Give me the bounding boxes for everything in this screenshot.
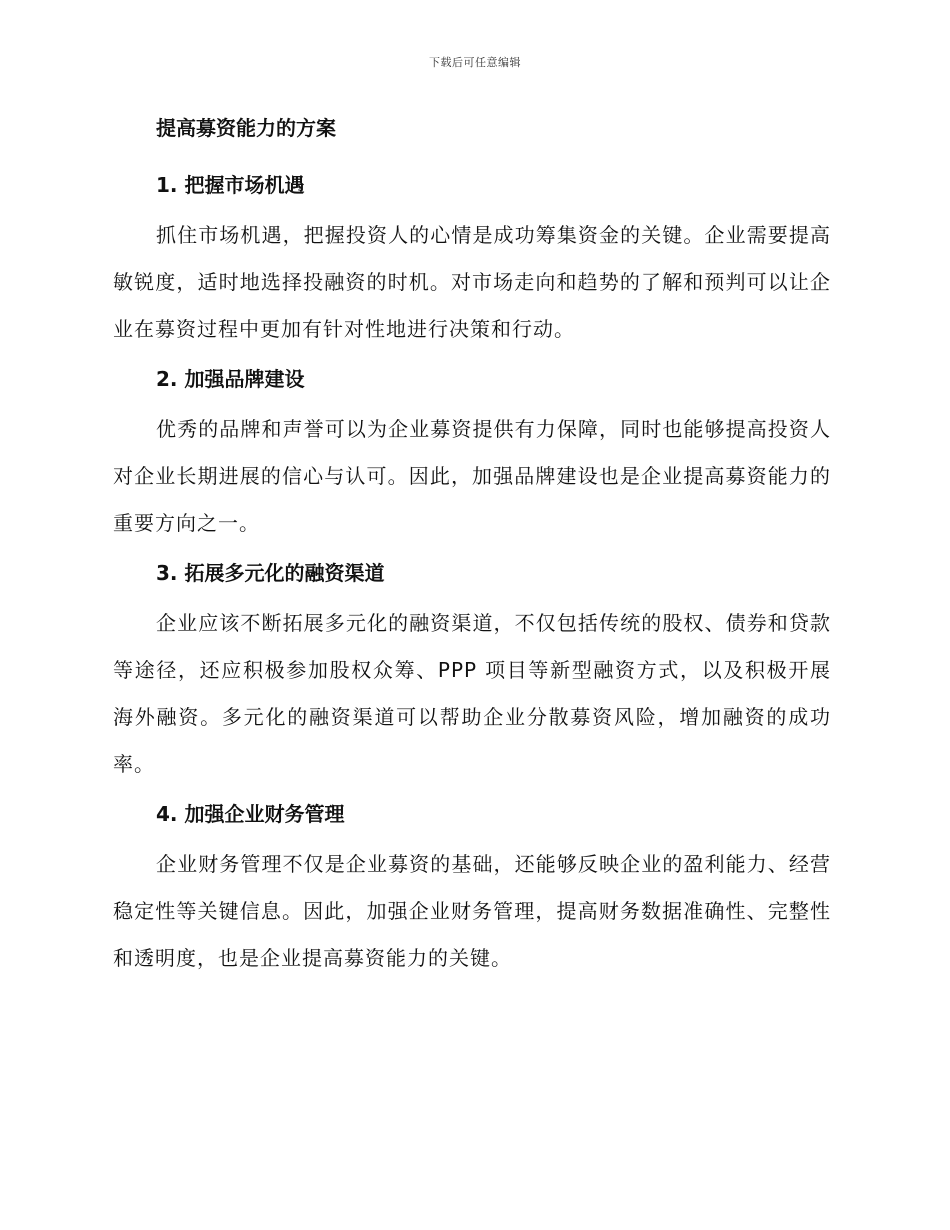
section-body: 抓住市场机遇，把握投资人的心情是成功筹集资金的关键。企业需要提高敏锐度，适时地选择投融资的时机。对市场走向和趋势的了解和预判可以让企业在募资过程中更加有针对性地进行决策和行动。	[113, 223, 831, 341]
section-heading: 3. 拓展多元化的融资渠道	[156, 561, 385, 585]
section-body: 优秀的品牌和声誉可以为企业募资提供有力保障，同时也能够提高投资人对企业长期进展的信心与认可。因此，加强品牌建设也是企业提高募资能力的重要方向之一。	[113, 417, 831, 535]
section-1	[113, 169, 831, 353]
section-4	[113, 798, 831, 982]
section-body: 企业应该不断拓展多元化的融资渠道，不仅包括传统的股权、债券和贷款等途径，还应积极参加股权众筹、PPP 项目等新型融资方式，以及积极开展海外融资。多元化的融资渠道可以帮助企业分散募资风险，增加融资的成功率。	[113, 611, 831, 776]
section-3	[113, 557, 831, 788]
document-title: 提高募资能力的方案	[156, 116, 336, 140]
section-heading: 4. 加强企业财务管理	[156, 802, 345, 826]
document-content	[113, 112, 831, 982]
section-2	[113, 363, 831, 547]
section-body: 企业财务管理不仅是企业募资的基础，还能够反映企业的盈利能力、经营稳定性等关键信息。因此，加强企业财务管理，提高财务数据准确性、完整性和透明度，也是企业提高募资能力的关键。	[113, 852, 831, 970]
section-heading: 1. 把握市场机遇	[156, 173, 305, 197]
header-note: 下载后可任意编辑	[429, 56, 521, 69]
section-heading: 2. 加强品牌建设	[156, 367, 305, 391]
